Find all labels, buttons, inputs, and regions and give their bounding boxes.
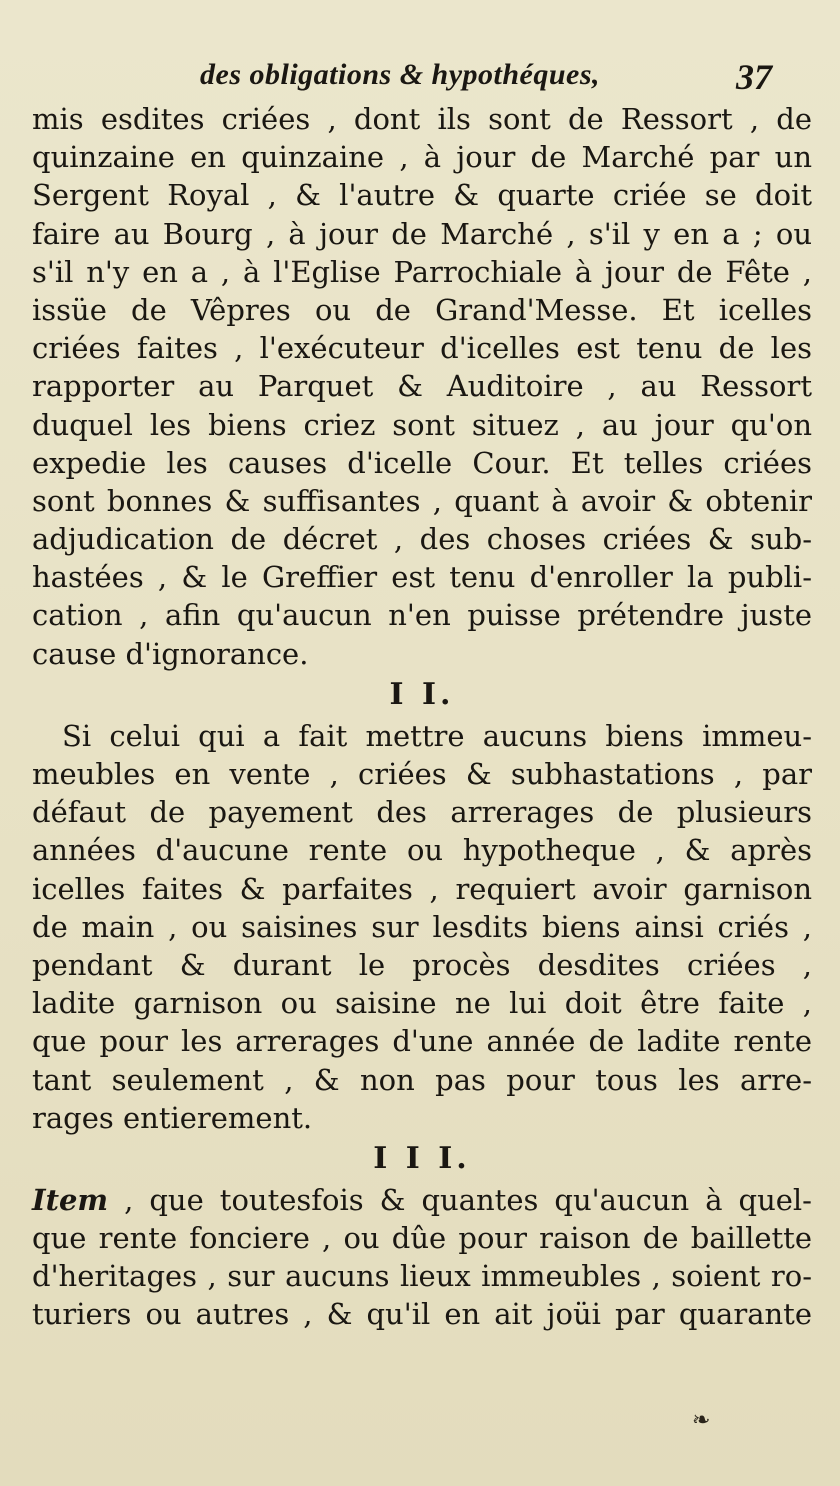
- text-line: que pour les arrerages d'une année de ladite rente: [32, 1024, 812, 1059]
- body-text: [32, 100, 812, 1334]
- paragraph-1: [32, 100, 812, 673]
- text-line: criées faites , l'exécuteur d'icelles est tenu de les: [32, 331, 812, 366]
- text-line-rest: , que toutesfois & quantes qu'aucun à quel-: [108, 1182, 812, 1217]
- text-line: mis esdites criées , dont ils sont de Ressort , de: [32, 102, 812, 136]
- text-line: de main , ou saisines sur lesdits biens ainsi criés ,: [32, 909, 812, 944]
- text-line: quinzaine en quinzaine , à jour de Marché par un: [32, 140, 812, 175]
- text-line: duquel les biens criez sont situez , au jour qu'on: [32, 407, 812, 442]
- text-line: que rente fonciere , ou dûe pour raison de baillette: [32, 1221, 812, 1256]
- text-line: adjudication de décret , des choses criées & sub-: [32, 522, 812, 557]
- text-line: Si celui qui a fait mettre aucuns biens immeu-: [62, 718, 812, 753]
- text-line: d'heritages , sur aucuns lieux immeubles , soient ro-: [32, 1259, 812, 1294]
- text-line: issüe de Vêpres ou de Grand'Messe. Et icelles: [32, 292, 812, 327]
- printer-ornament-icon: ❧: [692, 1408, 711, 1433]
- text-line: [32, 1181, 812, 1219]
- text-line: rapporter au Parquet & Auditoire , au Ressort: [32, 369, 812, 404]
- item-word: Item: [32, 1182, 109, 1217]
- running-title: des obligations & hypothéques,: [200, 58, 601, 91]
- paragraph-3: [32, 1219, 812, 1334]
- text-line: s'il n'y en a , à l'Eglise Parrochiale à jour de Fête ,: [32, 254, 812, 289]
- text-line: cause d'ignorance.: [32, 636, 309, 671]
- text-line: tant seulement , & non pas pour tous les arre-: [32, 1062, 812, 1097]
- text-line: pendant & durant le procès desdites criées ,: [32, 947, 812, 982]
- section-heading-3: I I I.: [373, 1140, 471, 1176]
- text-line: années d'aucune rente ou hypotheque , & après: [32, 833, 812, 868]
- text-line: sont bonnes & suffisantes , quant à avoir & obtenir: [32, 483, 812, 518]
- text-line: turiers ou autres , & qu'il en ait joüi par quarante: [32, 1297, 812, 1332]
- text-line: hastées , & le Greffier est tenu d'enroller la publi-: [32, 560, 812, 595]
- text-line: faire au Bourg , à jour de Marché , s'il y en a ; ou: [32, 216, 812, 251]
- section-heading-2: I I.: [389, 676, 455, 712]
- text-line: défaut de payement des arrerages de plusieurs: [32, 795, 812, 830]
- paragraph-2: [32, 717, 812, 1137]
- text-line: cation , afin qu'aucun n'en puisse prétendre juste: [32, 598, 812, 633]
- text-line: rages entierement.: [32, 1100, 313, 1135]
- text-line: Sergent Royal , & l'autre & quarte criée se doit: [32, 178, 812, 213]
- text-line: expedie les causes d'icelle Cour. Et telles criées: [32, 445, 812, 480]
- page-number: 37: [736, 57, 772, 97]
- text-line: ladite garnison ou saisine ne lui doit être faite ,: [32, 986, 812, 1021]
- text-line: icelles faites & parfaites , requiert avoir garnison: [32, 871, 812, 906]
- text-line: meubles en vente , criées & subhastations , par: [32, 757, 812, 791]
